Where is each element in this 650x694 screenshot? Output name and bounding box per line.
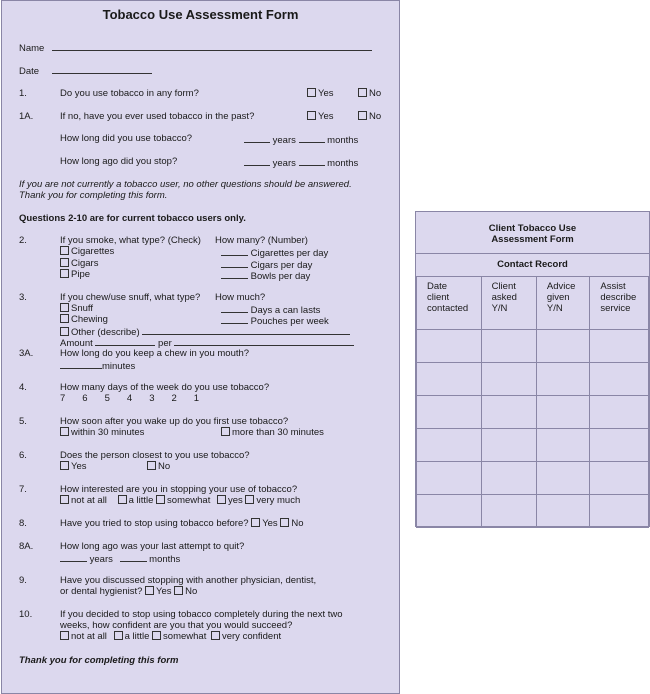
closing-text: Thank you for completing this form [19,655,179,666]
day-option[interactable]: 4 [126,393,133,404]
q1a-no[interactable]: No [358,111,381,122]
table-cell[interactable] [536,495,590,528]
q10-line1: If you decided to stop using tobacco completely during the next two [60,609,343,620]
checkbox[interactable] [245,495,254,504]
checkbox[interactable] [221,427,230,436]
table-cell[interactable] [590,363,649,396]
how-long-ago-fields[interactable]: years months [244,156,358,169]
table-cell[interactable] [536,429,590,462]
record-title [416,212,649,254]
checkbox[interactable] [60,427,69,436]
table-row [417,363,649,396]
section-heading: Questions 2-10 are for current tobacco users only. [19,213,246,224]
date-label: Date [19,66,40,77]
contact-record-panel [415,211,650,527]
record-title-line2: Assessment Form [491,234,574,245]
table-cell[interactable] [481,429,536,462]
table-cell[interactable] [481,396,536,429]
q10-line2: weeks, how confident are you that you would succeed? [60,620,293,631]
checkbox[interactable] [358,111,367,120]
q1-text: Do you use tobacco in any form? [60,88,199,99]
q5-text: How soon after you wake up do you first use tobacco? [60,416,289,427]
q7-number: 7. [19,484,27,495]
q6-no[interactable]: No [147,461,170,472]
note-line1: If you are not currently a tobacco user, no other questions should be answered. [19,179,352,190]
table-cell[interactable] [590,396,649,429]
q3-type-snuff[interactable]: Snuff [60,303,93,314]
checkbox[interactable] [60,314,69,323]
q4-days[interactable] [60,393,199,404]
col-header-asked: Client asked Y/N [481,277,536,330]
table-cell[interactable] [481,495,536,528]
table-cell[interactable] [481,330,536,363]
how-long-used: How long did you use tobacco? [60,133,193,144]
how-long-ago-stop: How long ago did you stop? [60,156,178,167]
table-row [417,396,649,429]
checkbox[interactable] [60,246,69,255]
q9-line2-row: or dental hygienist? Yes No [60,586,198,597]
q5-opt2[interactable]: more than 30 minutes [221,427,324,438]
q5-number: 5. [19,416,27,427]
q6-text: Does the person closest to you use tobacco? [60,450,250,461]
table-cell[interactable] [417,462,482,495]
table-cell[interactable] [536,396,590,429]
table-cell[interactable] [417,330,482,363]
checkbox[interactable] [114,631,123,640]
q3-type-other[interactable]: Other (describe) [60,325,350,338]
q1-number: 1. [19,88,27,99]
table-cell[interactable] [590,330,649,363]
checkbox[interactable] [174,586,183,595]
day-option[interactable]: 1 [193,393,200,404]
table-cell[interactable] [536,330,590,363]
checkbox[interactable] [118,495,127,504]
q2-amount-bowls[interactable]: Bowls per day [221,269,310,282]
table-cell[interactable] [536,363,590,396]
form-title: Tobacco Use Assessment Form [102,7,299,22]
q8-number: 8. [19,518,27,529]
q2-text: If you smoke, what type? (Check) [60,235,201,246]
col-header-date: Date client contacted [417,277,482,330]
day-option[interactable]: 3 [149,393,155,404]
q10-options[interactable]: not at all a little somewhat very confident [60,631,281,642]
q3a-text: How long do you keep a chew in you mouth? [60,348,250,359]
checkbox[interactable] [156,495,165,504]
record-subtitle: Contact Record [416,254,649,277]
table-cell[interactable] [590,462,649,495]
checkbox[interactable] [307,111,316,120]
q2-amount-cigarettes[interactable]: Cigarettes per day [221,246,328,259]
table-cell[interactable] [481,363,536,396]
q3-amount-pouches[interactable]: Pouches per week [221,314,329,327]
q2-how-many: How many? (Number) [215,235,308,246]
q8a-text: How long ago was your last attempt to quit? [60,541,245,552]
contact-record-table [416,276,649,528]
q6-number: 6. [19,450,27,461]
q3-type-chewing[interactable]: Chewing [60,314,108,325]
q9-line2: or dental hygienist? [60,586,143,597]
day-option[interactable]: 7 [60,393,66,404]
checkbox[interactable] [358,88,367,97]
q10-number: 10. [19,609,33,620]
table-cell[interactable] [590,429,649,462]
q3a-minutes[interactable]: minutes [60,359,135,372]
checkbox[interactable] [152,631,161,640]
checkbox[interactable] [60,631,69,640]
day-option[interactable]: 2 [171,393,177,404]
q8-text: Have you tried to stop using tobacco before? [60,518,249,529]
q9-number: 9. [19,575,27,586]
table-cell[interactable] [417,396,482,429]
note-line2: Thank you for completing this form. [19,190,168,201]
day-option[interactable]: 6 [82,393,88,404]
q3-amount-days[interactable]: Days a can lasts [221,303,320,316]
checkbox[interactable] [60,461,69,470]
table-header-row [417,277,649,330]
checkbox[interactable] [211,631,220,640]
checkbox[interactable] [217,495,226,504]
name-row [19,43,44,54]
q7-text: How interested are you in stopping your use of tobacco? [60,484,298,495]
q7-options[interactable]: not at all a little somewhat yes very much [60,495,300,506]
q2-amount-cigars[interactable]: Cigars per day [221,258,312,271]
table-row [417,462,649,495]
col-header-advice: Advice given Y/N [536,277,590,330]
q8a-number: 8A. [19,541,34,552]
record-title-line1: Client Tobacco Use [488,223,577,234]
q1-no[interactable]: No [358,88,381,99]
table-row [417,330,649,363]
how-long-used-fields[interactable]: years months [244,133,358,146]
q4-text: How many days of the week do you use tobacco? [60,382,270,393]
checkbox[interactable] [147,461,156,470]
checkbox[interactable] [280,518,289,527]
table-cell[interactable] [590,495,649,528]
day-option[interactable]: 5 [104,393,110,404]
q1a-yes[interactable]: Yes [307,111,334,122]
checkbox[interactable] [60,258,69,267]
q3-how-much: How much? [215,292,266,303]
q3-number: 3. [19,292,27,303]
table-row [417,429,649,462]
table-cell[interactable] [417,495,482,528]
checkbox[interactable] [307,88,316,97]
table-cell[interactable] [536,462,590,495]
table-row [417,495,649,528]
q6-yes[interactable]: Yes [60,461,87,472]
q1a-text: If no, have you ever used tobacco in the past? [60,111,255,122]
q3a-number: 3A. [19,348,34,359]
table-cell[interactable] [417,363,482,396]
q2-type-cigarettes[interactable]: Cigarettes [60,246,114,257]
q2-number: 2. [19,235,27,246]
col-header-assist: Assist describe service [590,277,649,330]
q2-type-pipe[interactable]: Pipe [60,269,90,280]
q1-yes[interactable]: Yes [307,88,334,99]
q8-row: Have you tried to stop using tobacco before? Yes No [60,518,304,529]
q4-number: 4. [19,382,27,393]
q2-type-cigars[interactable]: Cigars [60,258,98,269]
checkbox[interactable] [251,518,260,527]
table-cell[interactable] [417,429,482,462]
checkbox[interactable] [60,327,69,336]
checkbox[interactable] [145,586,154,595]
q5-opt1[interactable]: within 30 minutes [60,427,144,438]
assessment-form [1,0,400,694]
q3-text: If you chew/use snuff, what type? [60,292,201,303]
q9-line1: Have you discussed stopping with another physician, dentist, [60,575,317,586]
table-cell[interactable] [481,462,536,495]
date-field[interactable] [52,64,152,74]
q1a-number: 1A. [19,111,34,122]
checkbox[interactable] [60,269,69,278]
checkbox[interactable] [60,495,69,504]
checkbox[interactable] [60,303,69,312]
name-field[interactable] [52,41,372,51]
name-label: Name [19,43,45,54]
q8a-fields[interactable]: years months [60,552,180,565]
q3-amount-row[interactable]: Amount per [60,336,354,349]
